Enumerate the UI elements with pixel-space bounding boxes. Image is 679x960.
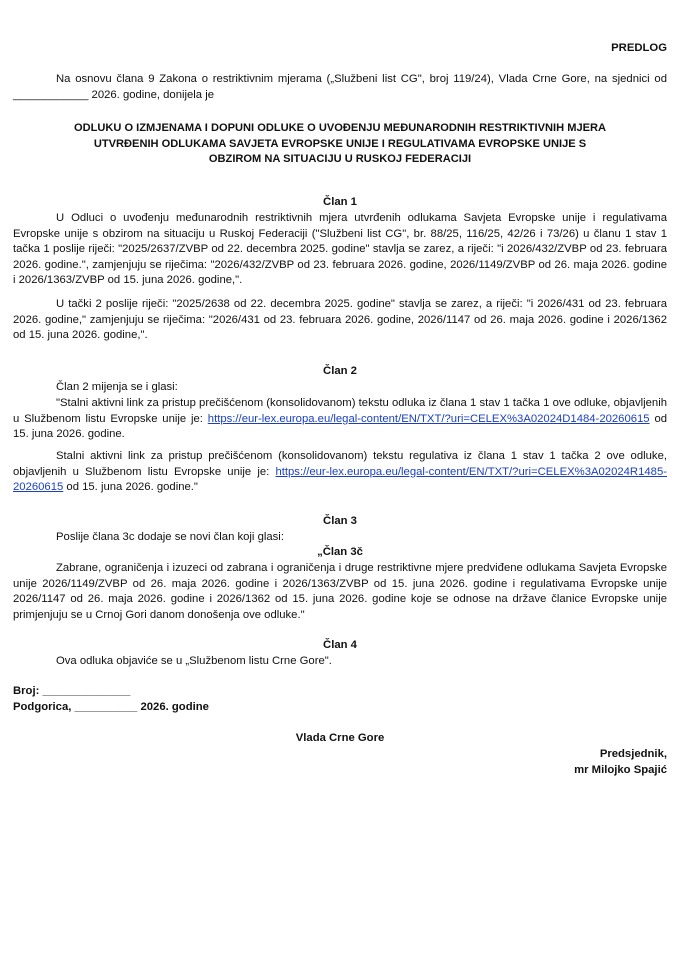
consolidated-regulations-link[interactable]: https://eur-lex.europa.eu/legal-content/EN/TXT/?uri=CELEX%3A02024R1485-20260615 [13,465,667,494]
registry-number: Broj: ______________ [13,685,131,697]
decision-title [13,121,667,168]
article-3-paragraph-1: Poslije člana 3c dodaje se novi član koji glasi: [56,531,284,543]
article-3-heading: Član 3 [323,515,357,527]
article-2-paragraph-2-text: "Stalni aktivni link za pristup prečišćenom (konsolidovanom) tekstu odluka iz člana 1 stav 1 tačka 1 ove odluke, objavljenih u Službenom listu Evropske unije je: [13,397,667,425]
signatory-role: Predsjednik, [599,748,667,760]
article-1-paragraph-1: U Odluci o uvođenju međunarodnih restriktivnih mjera utvrđenih odlukama Savjeta Evropske unije i regulativama Evropske unije s obzirom na situaciju u Ruskoj Federaciji ("Službeni list CG", br. 88/25, 116/25, 42/26 i 73/26) u članu 1 stav 1 tačka 1 poslije riječi: "2025/2637/ZVBP od 22. decembra 2025. godine" stavlja se zarez, a riječi: "i 2026/432/ZVBP od 23. februara 2026. godine.", zamjenjuju se riječima: "2026/432/ZVBP od 23. februara 2026. godine, 2026/1149/ZVBP od 26. maja 2026. godine i 2026/1363/ZVBP od 15. juna 2026. godine,". [13,212,667,287]
article-4-heading: Član 4 [323,639,357,651]
place-and-date: Podgorica, __________ 2026. godine [13,701,209,713]
article-2-paragraph-1: Član 2 mijenja se i glasi: [56,381,178,393]
article-1-heading: Član 1 [323,196,357,208]
title-line-2: UTVRĐENIH ODLUKAMA SAVJETA EVROPSKE UNIJE I REGULATIVAMA EVROPSKE UNIJE S [93,137,587,150]
title-line-1: ODLUKU O IZMJENAMA I DOPUNI ODLUKE O UVOĐENJU MEĐUNARODNIH RESTRIKTIVNIH MJERA [73,122,607,134]
signatory-name: mr Milojko Spajić [574,764,667,776]
intro-paragraph: Na osnovu člana 9 Zakona o restriktivnim mjerama („Službeni list CG", broj 119/24), Vlada Crne Gore, na sjednici od ____________ 2026. godine, donijela je [13,73,667,101]
article-4-paragraph-1: Ova odluka objaviće se u „Službenom listu Crne Gore". [56,655,332,667]
article-3-paragraph-2: Zabrane, ograničenja i izuzeci od zabrana i ograničenja i druge restriktivne mjere predviđene odlukama Savjeta Evropske unije 2026/1149/ZVBP od 26. maja 2026. godine i 2026/1363/ZVBP od 15. juna 2026. godine i regulativama Evropske unije 2026/1147 od 26. maja 2026. godine i 2026/1362 od 15. juna 2026. godine koje se odnose na države članice Evropske unije primjenjuju se u Crnoj Gori danom donošenja ove odluke." [13,562,667,621]
article-1-paragraph-2: U tački 2 poslije riječi: "2025/2638 od 22. decembra 2025. godine" stavlja se zarez, a riječi: "i 2026/431 od 23. februara 2026. godine," zamjenjuju se riječima: "2026/431 od 23. februara 2026. godine, 2026/1147 od 26. maja 2026. godine i 2026/1362 od 15. juna 2026. godine,". [13,298,667,342]
article-3c-heading: „Član 3č [317,546,363,558]
proposal-label: PREDLOG [611,42,667,54]
government-name: Vlada Crne Gore [295,732,385,744]
article-2-paragraph-2-date: od 15. juna 2026. godine. [13,412,668,441]
consolidated-decisions-link[interactable]: https://eur-lex.europa.eu/legal-content/EN/TXT/?uri=CELEX%3A02024D1484-20260615 [207,412,650,425]
article-2-paragraph-2 [13,396,667,443]
article-2-paragraph-3-text: Stalni aktivni link za pristup prečišćenom (konsolidovanom) tekstu regulativa iz člana 1 stav 1 tačka 2 ove odluke, objavljenih u Službenom listu Evropske unije je: [13,450,667,478]
article-2-heading: Član 2 [323,365,357,377]
title-line-3: OBZIROM NA SITUACIJU U RUSKOJ FEDERACIJI [208,153,472,166]
article-2-paragraph-3 [13,449,667,496]
article-2-paragraph-3-date: od 15. juna 2026. godine." [66,481,198,494]
